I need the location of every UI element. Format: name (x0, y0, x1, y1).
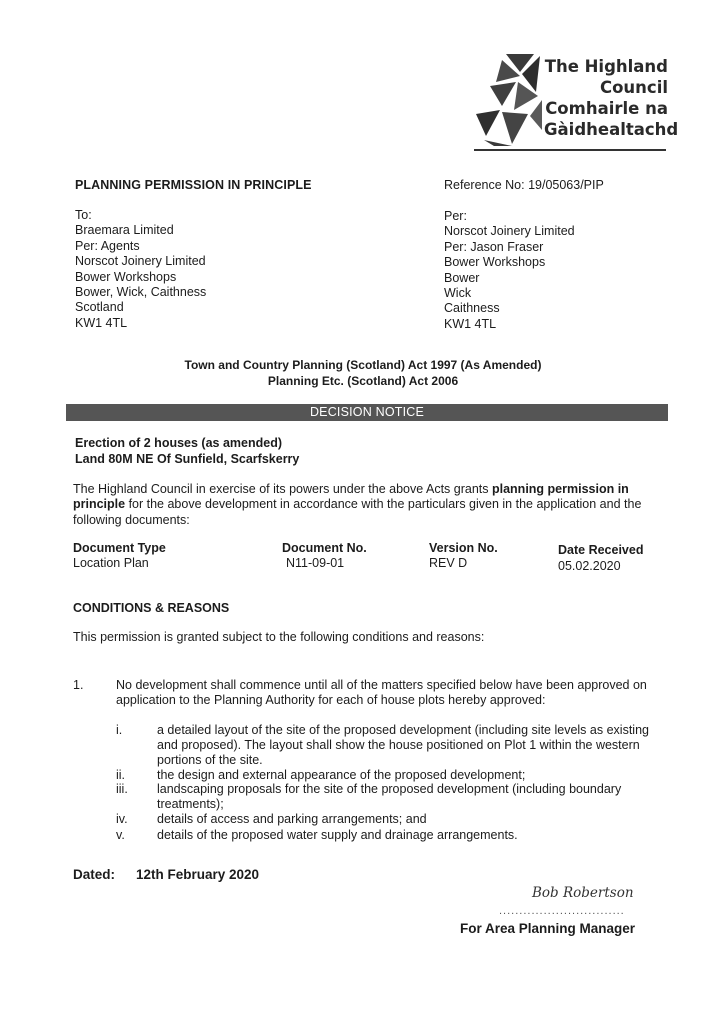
conditions-heading: CONDITIONS & REASONS (73, 601, 230, 615)
sub-item-text: landscaping proposals for the site of the proposed development (including boundary treatments); (157, 782, 622, 811)
to-address-line: Per: Agents (75, 238, 140, 253)
per-address-block (444, 209, 575, 332)
signatory-role: For Area Planning Manager (460, 921, 636, 936)
act-line: Planning Etc. (Scotland) Act 2006 (267, 373, 459, 388)
per-address-line: Per: (444, 209, 467, 223)
doc-header-date: Date Received (558, 543, 644, 557)
sub-item-text: the design and external appearance of the proposed development; (157, 768, 526, 782)
sub-item-number: v. (116, 828, 125, 842)
act-line: Town and Country Planning (Scotland) Act 1997 (As Amended) (184, 358, 542, 372)
sub-item-text: details of the proposed water supply and drainage arrangements. (157, 828, 518, 842)
reference-number: Reference No: 19/05063/PIP (444, 178, 604, 192)
decision-notice-banner: DECISION NOTICE (66, 404, 668, 421)
to-address-line: KW1 4TL (75, 315, 128, 330)
sub-item-number: i. (116, 723, 123, 737)
condition-number: 1. (73, 678, 84, 692)
to-address-line: To: (75, 208, 92, 222)
sub-item-number: iii. (116, 782, 128, 796)
council-name-logo-text (544, 56, 679, 140)
per-address-line: Bower Workshops (444, 255, 546, 270)
decision-emphasis: planning permission in principle (73, 482, 629, 512)
doc-cell-date: 05.02.2020 (558, 559, 621, 573)
decision-paragraph (73, 482, 663, 528)
logo-line-1: The Highland (544, 57, 668, 76)
doc-cell-number: N11-09-01 (286, 556, 345, 570)
conditions-intro: This permission is granted subject to the following conditions and reasons: (73, 630, 485, 644)
doc-cell-type: Location Plan (73, 556, 149, 570)
sub-item-text: a detailed layout of the site of the proposed development (including site levels as existing and proposed). The layout shall show the house positioned on Plot 1 within the western portions of the site. (157, 723, 649, 767)
to-address-line: Braemara Limited (75, 223, 174, 238)
to-address-line: Bower, Wick, Caithness (75, 285, 207, 300)
development-description (75, 436, 299, 467)
signature-line: ............................... (499, 905, 625, 917)
sub-item-number: iv. (116, 812, 128, 826)
highland-council-logo-icon (472, 52, 544, 148)
per-address-line: Wick (444, 286, 472, 301)
to-address-line: Scotland (75, 300, 124, 315)
decision-text-start: The Highland Council in exercise of its powers under the above Acts grants (73, 482, 492, 496)
logo-line-2: Council (599, 78, 668, 97)
logo-line-3: Comhairle na (545, 99, 668, 118)
doc-header-number: Document No. (282, 541, 367, 555)
to-address-line: Bower Workshops (75, 269, 177, 284)
doc-header-type: Document Type (73, 541, 166, 555)
per-address-line: KW1 4TL (444, 316, 497, 331)
logo-line-4: Gàidhealtachd (544, 120, 679, 139)
to-address-block (75, 208, 206, 331)
logo-underline (474, 149, 666, 151)
document-title: PLANNING PERMISSION IN PRINCIPLE (75, 178, 312, 192)
per-address-line: Norscot Joinery Limited (444, 224, 575, 239)
dated-value: 12th February 2020 (136, 867, 260, 882)
per-address-line: Bower (444, 270, 480, 285)
development-location: Land 80M NE Of Sunfield, Scarfskerry (75, 451, 300, 466)
condition-text: No development shall commence until all of the matters specified below have been approved on application to the Planning Authority for each of house plots hereby approved: (116, 678, 647, 707)
per-address-line: Caithness (444, 301, 500, 316)
doc-cell-version: REV D (429, 556, 468, 570)
dated-label: Dated: (73, 867, 116, 882)
to-address-line: Norscot Joinery Limited (75, 254, 206, 269)
doc-header-version: Version No. (429, 541, 498, 555)
decision-text-end: for the above development in accordance with the particulars given in the application and the following documents: (73, 497, 642, 527)
sub-item-text: details of access and parking arrangements; and (157, 812, 427, 826)
legislation-heading (0, 358, 726, 389)
signature: Bob Robertson (532, 885, 634, 901)
sub-item-number: ii. (116, 768, 126, 782)
per-address-line: Per: Jason Fraser (444, 239, 544, 254)
development-title: Erection of 2 houses (as amended) (75, 436, 282, 450)
